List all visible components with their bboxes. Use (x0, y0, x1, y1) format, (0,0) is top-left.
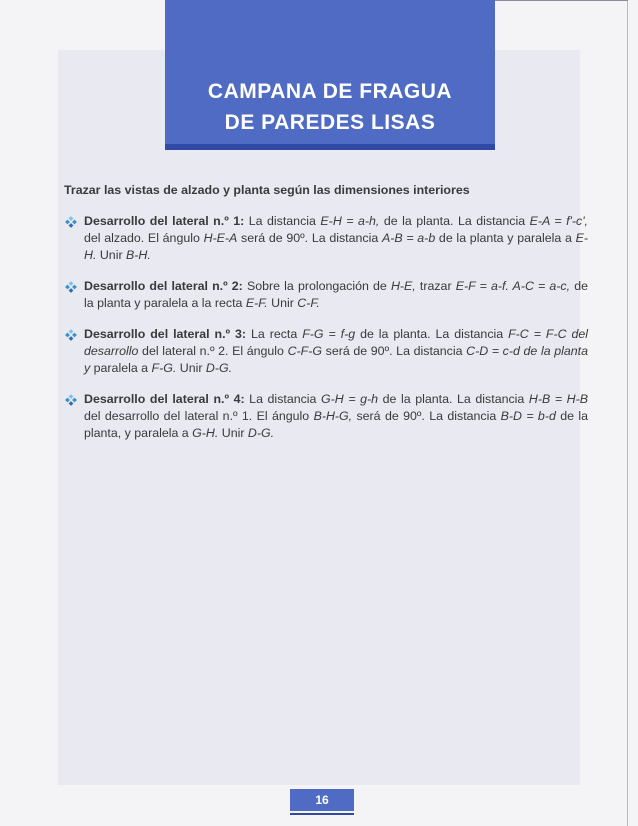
item-segment: del alzado. El ángulo (84, 231, 204, 245)
diamond-cluster-icon (64, 394, 78, 406)
item-text (84, 327, 588, 375)
item-segment: Sobre la prolongación de (242, 279, 391, 293)
item-text (84, 392, 588, 440)
item-segment: G-H = g-h (321, 392, 379, 406)
item-segment: H-E, (390, 279, 416, 293)
item-segment: B-H. (126, 248, 151, 262)
list-item (64, 391, 588, 442)
item-segment: de la planta. La distancia (379, 214, 530, 228)
item-segment: La distancia (244, 392, 322, 406)
item-segment: E-H = a-h, (320, 214, 380, 228)
item-segment: E-F. (245, 296, 268, 310)
item-segment: E-H. (84, 231, 588, 262)
page-number: 16 (290, 789, 354, 811)
item-heading: Desarrollo del lateral n.º 4: (84, 392, 245, 406)
item-segment: será de 90º. La distancia (322, 344, 467, 358)
item-segment: Unir (267, 296, 298, 310)
item-segment: será de 90º. La distancia (352, 409, 501, 423)
item-segment: de la planta y paralela a la recta (84, 279, 588, 310)
item-text (84, 279, 588, 310)
item-segment: del desarrollo del lateral n.º 1. El ángulo (84, 409, 314, 423)
banner-stripe (165, 144, 495, 150)
item-segment: G-H. (192, 426, 219, 440)
diamond-cluster-icon (64, 329, 78, 341)
item-text (84, 214, 588, 262)
item-segment: D-G. (247, 426, 275, 440)
intro-text: Trazar las vistas de alzado y planta según las dimensiones interiores (64, 183, 470, 197)
item-heading: Desarrollo del lateral n.º 3: (84, 327, 247, 341)
item-segment: del lateral n.º 2. El ángulo (138, 344, 288, 358)
top-rule (495, 0, 628, 1)
page-title (208, 76, 452, 150)
item-segment: C-F-G (287, 344, 322, 358)
item-segment: de la planta. La distancia (378, 392, 529, 406)
item-segment: C-F. (297, 296, 320, 310)
page-edge (627, 0, 628, 826)
item-segment: E-F = a-f. A-C = a-c, (455, 279, 571, 293)
item-segment: F-G = f-g (302, 327, 356, 341)
item-segment: B-H-G, (313, 409, 353, 423)
title-line-1: CAMPANA DE FRAGUA (207, 80, 453, 103)
item-list (64, 213, 588, 442)
item-segment: E-A = f'-c', (529, 214, 589, 228)
item-segment: de la planta y paralela a (435, 231, 576, 245)
item-segment: Unir (218, 426, 248, 440)
item-segment: F-C = F-C del desarrollo (84, 327, 588, 358)
diamond-cluster-icon (64, 281, 78, 293)
item-segment: F-G. (151, 361, 177, 375)
item-segment: Unir (176, 361, 206, 375)
item-segment: C-D = c-d de la planta y (84, 344, 588, 375)
item-segment: La recta (246, 327, 303, 341)
item-segment: H-B = H-B (528, 392, 588, 406)
page-number-underline (290, 813, 354, 815)
item-segment: B-D = b-d (500, 409, 556, 423)
list-item (64, 278, 588, 312)
item-segment: Unir (96, 248, 127, 262)
item-segment: será de 90º. La distancia (237, 231, 382, 245)
item-segment: H-E-A (203, 231, 238, 245)
title-banner (165, 0, 495, 150)
item-segment: paralela a (90, 361, 152, 375)
title-line-2: DE PAREDES LISAS (224, 111, 436, 134)
diamond-cluster-icon (64, 216, 78, 228)
item-segment: A-B = a-b (381, 231, 436, 245)
item-segment: La distancia (244, 214, 321, 228)
instructions (64, 182, 588, 456)
item-segment: D-G. (205, 361, 233, 375)
list-item (64, 326, 588, 377)
item-heading: Desarrollo del lateral n.º 2: (84, 279, 243, 293)
item-segment: de la planta. La distancia (355, 327, 509, 341)
item-segment: trazar (415, 279, 456, 293)
list-item (64, 213, 588, 264)
item-heading: Desarrollo del lateral n.º 1: (84, 214, 245, 228)
item-segment: de la planta, y paralela a (84, 409, 588, 440)
